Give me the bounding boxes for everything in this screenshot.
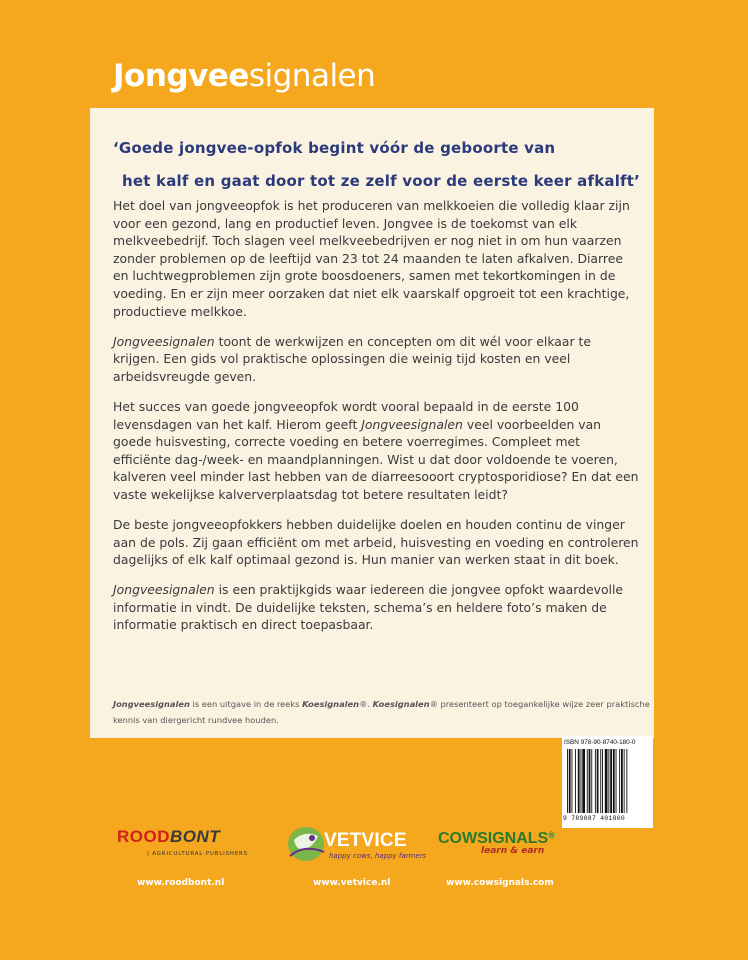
blurb	[113, 197, 640, 647]
quote-line-1: ‘Goede jongvee-opfok begint vóór de geboorte van	[113, 139, 556, 157]
footnote-text-3: ® presenteert op toegankelijke wijze zeer praktische kennis van diergericht rundvee houden.	[113, 699, 650, 725]
barcode-digits: 9 789087 401800	[563, 815, 626, 822]
paragraph-2	[113, 333, 640, 386]
paragraph-5-italic: Jongveesignalen	[113, 582, 215, 598]
roodbont-name-a: ROOD	[117, 827, 170, 846]
title-light: signalen	[248, 58, 376, 94]
barcode-bar	[587, 749, 588, 813]
isbn-label: ISBN 978-90-8740-180-0	[564, 739, 636, 746]
cowsignals-name-a: COW	[438, 830, 478, 847]
barcode-bar	[605, 749, 608, 813]
barcode-bar	[621, 749, 623, 813]
barcode-bar	[600, 749, 601, 813]
barcode-bar	[595, 749, 596, 813]
series-note	[113, 696, 653, 728]
barcode-bar	[578, 749, 580, 813]
barcode-bar	[619, 749, 620, 813]
title-bold: Jongvee	[113, 58, 249, 94]
barcode-bar	[626, 749, 627, 813]
quote-line-2: het kalf en gaat door tot ze zelf voor de eerste keer afkalft’	[122, 172, 641, 190]
paragraph-3	[113, 398, 640, 504]
paragraph-2-text: toont de werkwijzen en concepten om dit wél voor elkaar te krijgen. Een gids vol praktische oplossingen die weinig tijd kosten en veel arbeidsvreugde geven.	[113, 333, 591, 384]
pull-quote	[113, 132, 643, 198]
barcode-bar	[602, 749, 603, 813]
barcode-bar	[567, 749, 568, 813]
footnote-italic-3: Koesignalen	[372, 699, 430, 709]
vetvice-url[interactable]: www.vetvice.nl	[313, 878, 391, 888]
barcode	[562, 736, 653, 828]
paragraph-1	[113, 197, 640, 320]
roodbont-name-b: BONT	[170, 827, 221, 846]
barcode-bar	[597, 749, 599, 813]
barcode-bar	[613, 749, 615, 813]
barcode-bar	[591, 749, 592, 813]
barcode-bar	[569, 749, 571, 813]
paragraph-5	[113, 581, 640, 634]
paragraph-2-italic: Jongveesignalen	[113, 333, 215, 349]
barcode-bar	[582, 749, 585, 813]
barcode-bar	[575, 749, 576, 813]
barcode-bar	[608, 749, 609, 813]
book-title	[113, 58, 375, 94]
cowsignals-name-b: SIGNALS	[477, 830, 549, 847]
barcode-bar	[624, 749, 625, 813]
roodbont-subtitle: | AGRICULTURAL PUBLISHERS	[147, 851, 248, 857]
roodbont-logo	[117, 827, 248, 857]
paragraph-4	[113, 516, 640, 569]
roodbont-wordmark	[117, 827, 248, 847]
footnote-italic-1: Jongveesignalen	[113, 699, 190, 709]
roodbont-url[interactable]: www.roodbont.nl	[137, 878, 225, 888]
paragraph-3-italic: Jongveesignalen	[361, 416, 463, 432]
paragraph-3-text: veel voorbeelden van goede huisvesting, correcte voeding en betere voerregimes. Compleet met efficiënte dag-/week- en maandplanningen. Wist u dat door voldoende te voeren, kalveren veel minder last hebben van de diarreesooort cryptosporidiose? En dat een vaste wekelijkse kalververplaatsdag tot betere resultaten leidt?	[113, 416, 639, 502]
paragraph-4-text: De beste jongveeopfokkers hebben duidelijke doelen en houden continu de vinger aan de pols. Zij gaan efficiënt om met arbeid, huisvesting en voeding en controleren dagelijks of elk kalf optimaal gezond is. Hun manier van werken staat in dit boek.	[113, 517, 639, 568]
footnote-text-1: is een uitgave in de reeks	[189, 699, 303, 709]
barcode-bar	[572, 749, 573, 813]
footnote-italic-2: Koesignalen	[302, 699, 360, 709]
paragraph-5-text: is een praktijkgids waar iedereen die jongvee opfokt waardevolle informatie in vindt. De duidelijke teksten, schema’s en heldere foto’s maken de informatie praktisch en direct toepasbaar.	[113, 582, 624, 633]
cowsignals-url[interactable]: www.cowsignals.com	[446, 878, 554, 888]
cowsignals-logo	[438, 830, 555, 856]
barcode-bar	[616, 749, 617, 813]
cowsignals-tagline: learn & earn	[481, 846, 545, 856]
vetvice-wordmark: VETVICE	[324, 830, 407, 851]
barcode-bar	[581, 749, 582, 813]
footnote-text-2: ®.	[359, 699, 373, 709]
paragraph-3-text-before: Het succes van goede jongveeopfok wordt vooral bepaald in de eerste 100 levensdagen van het kalf. Hierom geeft	[113, 398, 579, 432]
vetvice-logo	[284, 822, 427, 866]
vetvice-tagline: happy cows, happy farmers	[329, 852, 427, 860]
paragraph-1-text: Het doel van jongveeopfok is het produceren van melkkoeien die volledig klaar zijn voor een gezond, lang en productief leven. Jongvee is de toekomst van elk melkveebedrijf. Toch slagen veel melkveebedrijven er nog niet in om hun vaarzen zonder problemen op de leeftijd van 23 tot 24 maanden te laten afkalven. Diarree en luchtwegproblemen zijn grote boosdoeners, samen met tekortkomingen in de voeding. En er zijn meer oorzaken dat niet elk vaarskalf opgroeit tot een krachtige, productieve melkkoe.	[113, 198, 630, 319]
barcode-bars	[565, 749, 650, 813]
barcode-bar	[610, 749, 612, 813]
cowsignals-reg: ®	[548, 830, 555, 840]
barcode-bar	[589, 749, 591, 813]
